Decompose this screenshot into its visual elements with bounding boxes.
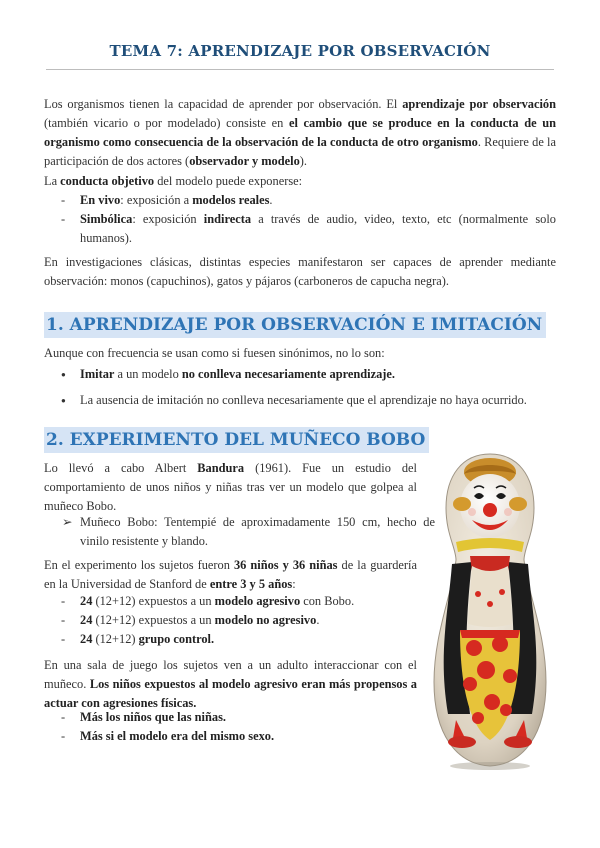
text-run: (12+12) expuestos a un bbox=[92, 613, 215, 628]
bold-text: conducta objetivo bbox=[60, 174, 155, 188]
imitation-bullets bbox=[58, 365, 556, 417]
bobo-doll-image bbox=[426, 444, 554, 772]
bold-text: Los niños expuestos al modelo agresivo eran más propensos a actuar con agresiones físicas. bbox=[44, 677, 418, 711]
text-run: (también vicario o por modelado) consiste en bbox=[44, 116, 289, 131]
list-item bbox=[58, 210, 556, 248]
exposure-list bbox=[58, 191, 556, 248]
bold-text: 24 bbox=[80, 594, 93, 608]
section1-lead: Aunque con frecuencia se usan como si fuesen sinónimos, no lo son: bbox=[44, 346, 385, 360]
bold-text: Más los niños que las niñas. bbox=[80, 710, 226, 724]
text-run: La ausencia de imitación no conlleva necesariamente que el aprendizaje no haya ocurrido. bbox=[80, 393, 527, 408]
bold-text: modelo no agresivo bbox=[214, 613, 317, 628]
text-run: de la guardería en la Universidad de Stanford de bbox=[44, 558, 417, 592]
list-item bbox=[58, 391, 556, 410]
text-run: (1961). Fue un estudio del comportamiento de unos niños y niñas tras ver un modelo que golpea al muñeco Bobo. bbox=[44, 461, 417, 514]
bold-text: Bandura bbox=[197, 461, 245, 475]
text-run: ). bbox=[299, 154, 308, 169]
text-run: del modelo puede exponerse: bbox=[154, 174, 303, 188]
bobo-description-text: Muñeco Bobo: Tentempié de aproximadamente 150 cm, hecho de vinilo resistente y blando. bbox=[80, 515, 435, 549]
exposure-paragraph bbox=[44, 172, 556, 191]
text-run: Los organismos tienen la capacidad de aprender por observación. El bbox=[44, 97, 403, 111]
text-run: La bbox=[44, 174, 61, 188]
list-item bbox=[58, 727, 414, 746]
bold-text: modelo agresivo bbox=[214, 594, 301, 608]
text-run: a un modelo bbox=[114, 367, 182, 381]
bobo-description bbox=[62, 513, 435, 551]
title-divider bbox=[46, 69, 554, 70]
text-run: (12+12) bbox=[92, 632, 139, 647]
bold-text: Imitar bbox=[80, 367, 115, 381]
text-run: En investigaciones clásicas, distintas especies manifestaron ser capaces de aprender mediante observación: monos (capuchinos), gatos y pájaros (carboneros de capucha negra). bbox=[44, 255, 556, 289]
bold-text: no conlleva necesariamente aprendizaje. bbox=[181, 367, 396, 381]
text-run: con Bobo. bbox=[300, 594, 355, 608]
bold-text: 24 bbox=[80, 613, 93, 628]
list-item bbox=[58, 611, 414, 630]
bold-text: entre 3 y 5 años bbox=[209, 577, 293, 592]
bold-text: 24 bbox=[80, 632, 93, 647]
bold-text: modelos reales bbox=[192, 193, 270, 207]
arrow-bullet-icon: ➢ bbox=[62, 515, 73, 529]
bold-text: Simbólica bbox=[80, 212, 133, 227]
text-run: . bbox=[269, 193, 273, 207]
bold-text: grupo control. bbox=[138, 632, 215, 647]
list-item bbox=[58, 365, 556, 384]
text-run: : exposición a bbox=[120, 193, 193, 207]
text-run: (12+12) expuestos a un bbox=[92, 594, 215, 608]
bold-text: Más si el modelo era del mismo sexo. bbox=[80, 729, 275, 744]
list-item bbox=[58, 630, 414, 649]
bold-text: 36 niños y 36 niñas bbox=[233, 558, 338, 572]
species-paragraph bbox=[44, 253, 556, 291]
list-item bbox=[58, 191, 556, 210]
bold-text: observador y modelo bbox=[189, 154, 300, 169]
section-heading-2: 2. EXPERIMENTO DEL MUÑECO BOBO bbox=[44, 427, 429, 453]
text-run: En una sala de juego los sujetos ven a un adulto interaccionar con el muñeco. bbox=[44, 658, 417, 692]
bold-text: indirecta bbox=[203, 212, 252, 227]
intro-paragraph bbox=[44, 95, 556, 171]
text-run: En el experimento los sujetos fueron bbox=[44, 558, 234, 572]
text-run: . Requiere de la participación de dos actores ( bbox=[44, 135, 556, 169]
bold-text: aprendizaje por observación bbox=[402, 97, 556, 111]
subjects-paragraph bbox=[44, 556, 417, 594]
list-item bbox=[58, 592, 414, 611]
text-run: a través de audio, video, texto, etc (normalmente solo humanos). bbox=[80, 212, 556, 246]
bandura-paragraph bbox=[44, 459, 417, 516]
document-title: TEMA 7: APRENDIZAJE POR OBSERVACIÓN bbox=[109, 42, 491, 60]
text-run: Lo llevó a cabo Albert bbox=[44, 461, 198, 475]
text-run: : bbox=[292, 577, 296, 592]
bold-text: En vivo bbox=[80, 193, 121, 207]
findings-list bbox=[58, 708, 414, 746]
text-run: : exposición bbox=[132, 212, 204, 227]
groups-list bbox=[58, 592, 414, 649]
bold-text: el cambio que se produce en la conducta de un organismo como consecuencia de la observación de la conducta de otro organismo bbox=[44, 116, 556, 150]
results-paragraph bbox=[44, 656, 417, 713]
text-run: . bbox=[316, 613, 320, 628]
section-heading-1: 1. APRENDIZAJE POR OBSERVACIÓN E IMITACIÓN bbox=[44, 312, 546, 338]
list-item bbox=[58, 708, 414, 727]
